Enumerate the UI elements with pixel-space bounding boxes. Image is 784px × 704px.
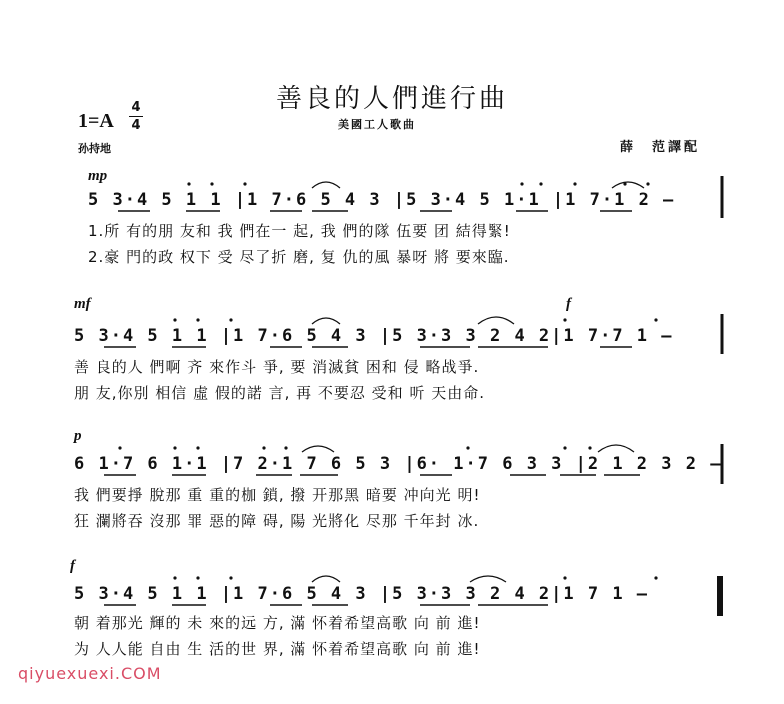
slur-mark — [312, 576, 340, 582]
octave-dot — [173, 446, 176, 449]
octave-dot — [173, 318, 176, 321]
octave-dot — [623, 182, 626, 185]
lyric-line-2-verse-2: 朋 友,你別 相信 虛 假的諾 言, 再 不要忍 受和 听 天由命. — [74, 384, 485, 402]
dynamic-marking-p: p — [74, 428, 82, 444]
notation-line-3: 6 1·7 6 1·1 |7 2·1 7 6 5 3 |6· 1·7 6 3 3 |2 1 2 3 2 – — [74, 454, 723, 474]
octave-dot — [563, 576, 566, 579]
dynamic-marking-mf: mf — [74, 296, 91, 312]
octave-dot — [118, 446, 121, 449]
song-title: 善良的人們進行曲 — [275, 84, 508, 114]
lyric-line-3-verse-2: 狂 瀾將吞 沒那 罪 惡的障 碍, 陽 光將化 尽那 千年封 冰. — [74, 512, 480, 530]
octave-dot — [229, 576, 232, 579]
lyric-line-2-verse-1: 善 良的人 們啊 齐 來作斗 爭, 要 消滅貧 困和 侵 略战爭. — [74, 358, 480, 376]
song-subtitle: 美國工人歌曲 — [338, 118, 416, 131]
translator-credit: 薛 范譯配 — [620, 140, 701, 155]
octave-dot — [210, 182, 213, 185]
tempo-marking: 孙持地 — [78, 142, 111, 155]
lyric-line-1-verse-2: 2.豪 門的政 权下 受 尽了折 磨, 复 仇的風 暴呀 將 要來臨. — [88, 248, 510, 266]
octave-dot — [466, 446, 469, 449]
octave-dot — [196, 576, 199, 579]
time-signature-bottom: 4 — [131, 118, 141, 133]
slur-mark — [598, 445, 634, 452]
slur-mark — [470, 576, 506, 582]
lyric-line-1-verse-1: 1.所 有的朋 友和 我 們在一 起, 我 們的隊 伍要 团 結得緊! — [88, 222, 511, 240]
notation-line-4: 5 3·4 5 1 1 |1 7·6 5 4 3 |5 3·3 3 2 4 2|1 7 1 – — [74, 584, 650, 604]
octave-dot — [654, 576, 657, 579]
octave-dot — [563, 318, 566, 321]
octave-dot — [646, 182, 649, 185]
dynamic-marking-f: f — [70, 558, 75, 574]
octave-dot — [539, 182, 542, 185]
octave-dot — [243, 182, 246, 185]
slur-mark — [302, 446, 334, 452]
notation-line-1: 5 3·4 5 1 1 |1 7·6 5 4 3 |5 3·4 5 1·1 |1 7·1 2 – — [88, 190, 676, 210]
slur-mark — [612, 182, 644, 188]
lyric-line-4-verse-2: 为 人人能 自由 生 活的世 界, 滿 怀着希望高歌 向 前 進! — [74, 640, 481, 658]
dynamic-marking-f-inline: f — [566, 296, 571, 312]
slur-mark — [312, 182, 340, 188]
slur-mark — [478, 317, 514, 324]
lyric-line-4-verse-1: 朝 着那光 輝的 未 來的远 方, 滿 怀着希望高歌 向 前 進! — [74, 614, 481, 632]
octave-dot — [588, 446, 591, 449]
octave-dot — [229, 318, 232, 321]
octave-dot — [520, 182, 523, 185]
octave-dot — [654, 318, 657, 321]
octave-dot — [196, 318, 199, 321]
dynamic-marking-mp: mp — [88, 168, 108, 184]
octave-dot — [284, 446, 287, 449]
octave-dot — [262, 446, 265, 449]
notation-line-2: 5 3·4 5 1 1 |1 7·6 5 4 3 |5 3·3 3 2 4 2|1 7·7 1 – — [74, 326, 674, 346]
lyric-line-3-verse-1: 我 們要掙 脫那 重 重的枷 鎖, 撥 开那黑 暗要 冲向光 明! — [74, 486, 481, 504]
octave-dot — [563, 446, 566, 449]
slur-mark — [312, 318, 340, 324]
octave-dot — [187, 182, 190, 185]
octave-dot — [173, 576, 176, 579]
site-watermark: qiyuexuexi.COM — [18, 664, 162, 683]
time-signature-top: 4 — [131, 100, 141, 115]
octave-dot — [573, 182, 576, 185]
key-signature: 1=A — [78, 110, 114, 132]
octave-dot — [196, 446, 199, 449]
